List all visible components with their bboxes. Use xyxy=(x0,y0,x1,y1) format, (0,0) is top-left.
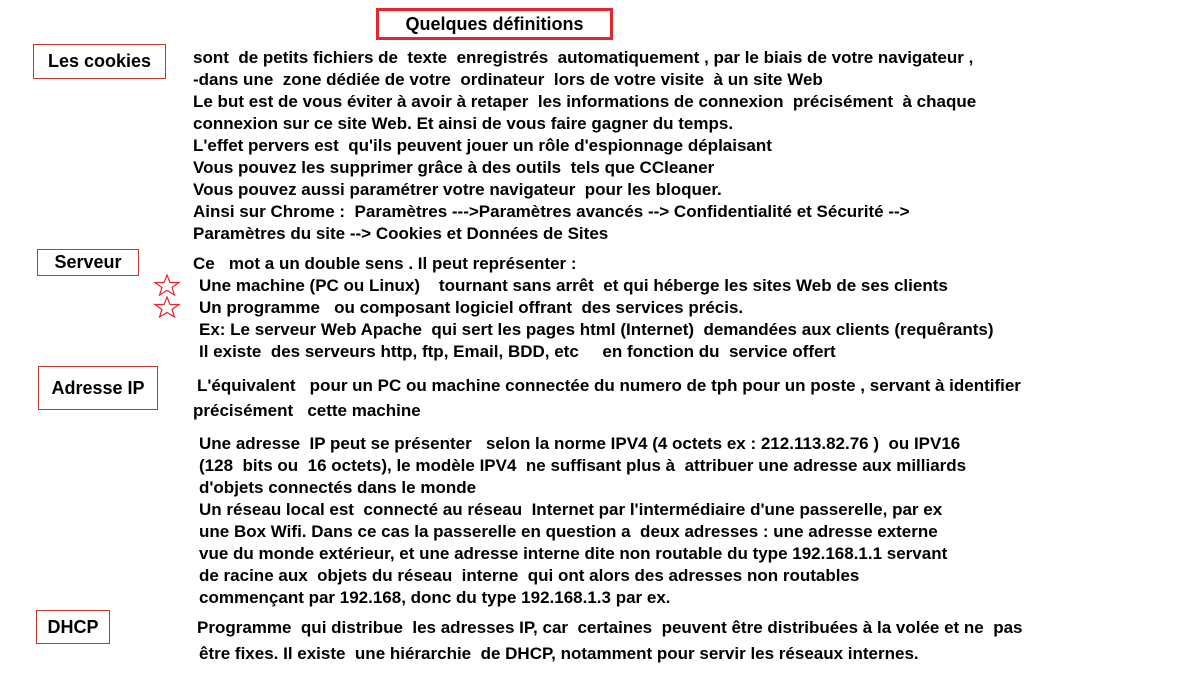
star-outline-icon xyxy=(153,296,181,318)
page-title-text: Quelques définitions xyxy=(405,13,584,34)
term-cookies-label: Les cookies xyxy=(47,51,152,71)
term-adresse-ip-label: Adresse IP xyxy=(51,377,145,398)
serveur-bullet: Une machine (PC ou Linux) tournant sans arrêt et qui héberge les sites Web de ses clients xyxy=(199,276,948,295)
adresse-ip-line: L'équivalent pour un PC ou machine connectée du numero de tph pour un poste , servant à identifier xyxy=(197,376,1021,395)
serveur-intro: Ce mot a un double sens . Il peut représenter : xyxy=(193,254,577,273)
adresse-ip-detail-line: une Box Wifi. Dans ce cas la passerelle en question a deux adresses : une adresse externe xyxy=(199,522,938,541)
cookies-line: sont de petits fichiers de texte enregistrés automatiquement , par le biais de votre navigateur , xyxy=(193,48,974,67)
term-dhcp xyxy=(36,610,110,644)
adresse-ip-detail-line: commençant par 192.168, donc du type 192.168.1.3 par ex. xyxy=(199,588,671,607)
cookies-line: Le but est de vous éviter à avoir à retaper les informations de connexion précisément à chaque xyxy=(193,92,977,111)
dhcp-line: Programme qui distribue les adresses IP, car certaines peuvent être distribuées à la volée et ne pas xyxy=(197,618,1023,637)
cookies-line: Vous pouvez les supprimer grâce à des outils tels que CCleaner xyxy=(193,158,715,177)
serveur-line: Ex: Le serveur Web Apache qui sert les pages html (Internet) demandées aux clients (requêrants) xyxy=(199,320,994,339)
term-serveur xyxy=(37,249,139,276)
term-cookies xyxy=(33,44,166,79)
cookies-line: Paramètres du site --> Cookies et Données de Sites xyxy=(193,224,609,243)
cookies-line: -dans une zone dédiée de votre ordinateur lors de votre visite à un site Web xyxy=(193,70,823,89)
cookies-line: Vous pouvez aussi paramétrer votre navigateur pour les bloquer. xyxy=(193,180,722,199)
adresse-ip-detail-line: Une adresse IP peut se présenter selon la norme IPV4 (4 octets ex : 212.113.82.76 ) ou IPV16 xyxy=(199,434,961,453)
cookies-line: Ainsi sur Chrome : Paramètres --->Paramètres avancés --> Confidentialité et Sécurité --> xyxy=(193,202,910,221)
serveur-line: Il existe des serveurs http, ftp, Email, BDD, etc en fonction du service offert xyxy=(199,342,836,361)
cookies-line: connexion sur ce site Web. Et ainsi de vous faire gagner du temps. xyxy=(193,114,734,133)
term-dhcp-label: DHCP xyxy=(47,616,99,637)
adresse-ip-detail-line: d'objets connectés dans le monde xyxy=(199,478,477,497)
serveur-bullet: Un programme ou composant logiciel offrant des services précis. xyxy=(199,298,744,317)
cookies-line: L'effet pervers est qu'ils peuvent jouer un rôle d'espionnage déplaisant xyxy=(193,136,772,155)
adresse-ip-detail-line: (128 bits ou 16 octets), le modèle IPV4 ne suffisant plus à attribuer une adresse aux milliards xyxy=(199,456,967,475)
term-serveur-label: Serveur xyxy=(54,252,122,272)
adresse-ip-detail-line: Un réseau local est connecté au réseau Internet par l'intermédiaire d'une passerelle, par ex xyxy=(199,500,943,519)
dhcp-line: être fixes. Il existe une hiérarchie de DHCP, notamment pour servir les réseaux internes. xyxy=(199,644,919,663)
adresse-ip-line: précisément cette machine xyxy=(193,401,421,420)
page-title xyxy=(376,8,613,40)
star-outline-icon xyxy=(153,274,181,296)
adresse-ip-detail-line: vue du monde extérieur, et une adresse interne dite non routable du type 192.168.1.1 servant xyxy=(199,544,948,563)
term-adresse-ip xyxy=(38,366,158,410)
adresse-ip-detail-line: de racine aux objets du réseau interne qui ont alors des adresses non routables xyxy=(199,566,860,585)
